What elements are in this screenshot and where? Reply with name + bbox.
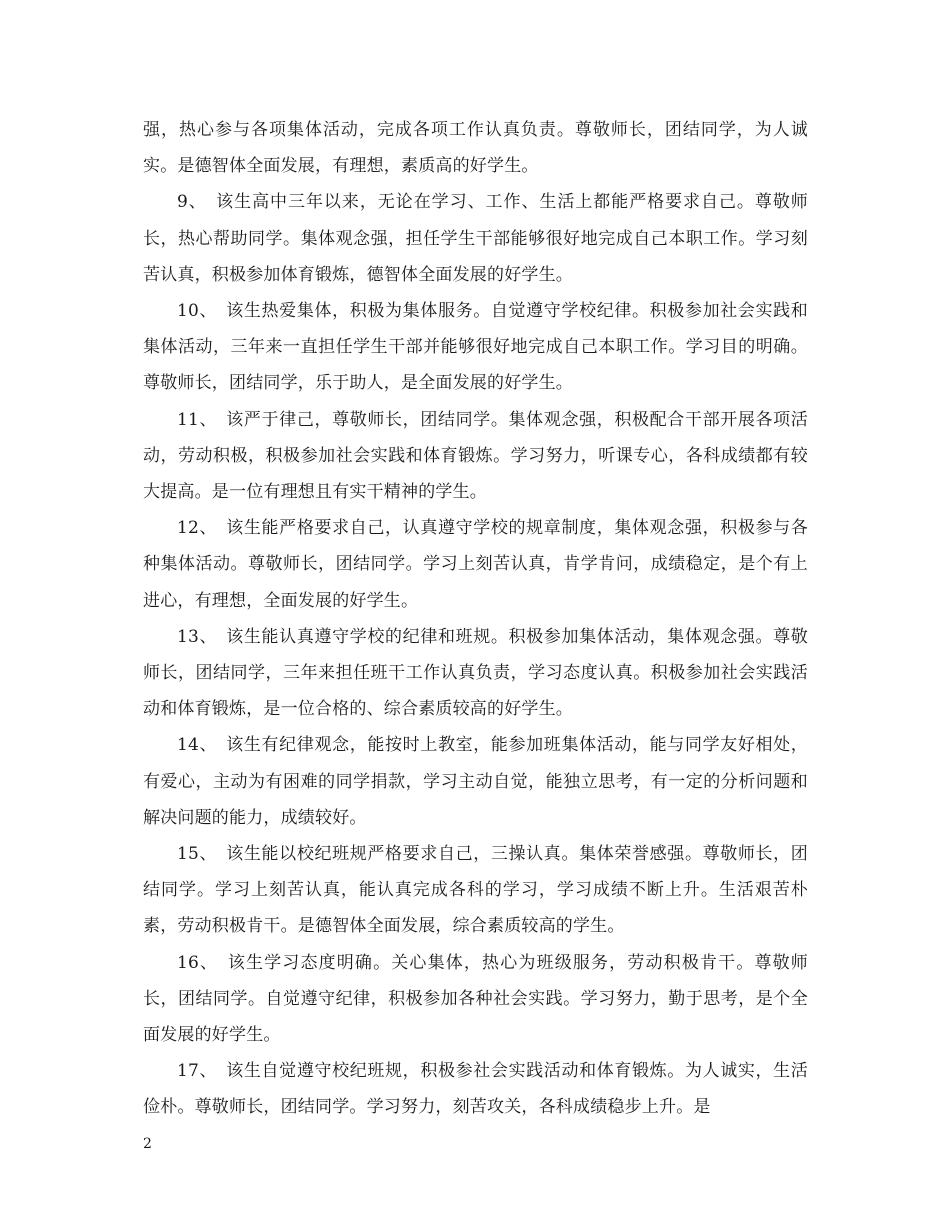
paragraph-item-15: 15、 该生能以校纪班规严格要求自己，三操认真。集体荣誉感强。尊敬师长，团结同学。学习上刻苦认真，能认真完成各科的学习，学习成绩不断上升。生活艰苦朴素，劳动积极肯干。是德智体全面发展，综合素质较高的学生。 [143,844,808,937]
paragraph-item-11: 11、 该严于律己，尊敬师长，团结同学。集体观念强，积极配合干部开展各项活动，劳动积极，积极参加社会实践和体育锻炼。学习努力，听课专心，各科成绩都有较大提高。是一位有理想且有实干精神的学生。 [143,409,808,503]
paragraph-item-13: 13、 该生能认真遵守学校的纪律和班规。积极参加集体活动，集体观念强。尊敬师长，团结同学，三年来担任班干工作认真负责，学习态度认真。积极参加社会实践活动和体育锻炼，是一位合格的、综合素质较高的好学生。 [143,626,808,720]
paragraph-item-9: 9、 该生高中三年以来，无论在学习、工作、生活上都能严格要求自己。尊敬师长，热心帮助同学。集体观念强，担任学生干部能够很好地完成自己本职工作。学习刻苦认真，积极参加体育锻炼，德智体全面发展的好学生。 [143,192,808,285]
paragraph-continuation: 强，热心参与各项集体活动，完成各项工作认真负责。尊敬师长，团结同学，为人诚实。是德智体全面发展，有理想，素质高的好学生。 [143,120,808,177]
paragraph-item-14: 14、 该生有纪律观念，能按时上教室，能参加班集体活动，能与同学友好相处，有爱心，主动为有困难的同学捐款，学习主动自觉，能独立思考，有一定的分析问题和解决问题的能力，成绩较好。 [143,735,808,828]
paragraph-item-17: 17、 该生自觉遵守校纪班规，积极参社会实践活动和体育锻炼。为人诚实，生活俭朴。尊敬师长，团结同学。学习努力，刻苦攻关，各科成绩稳步上升。是 [143,1061,808,1118]
document-body [143,112,808,1126]
paragraph-item-12: 12、 该生能严格要求自己，认真遵守学校的规章制度，集体观念强，积极参与各种集体活动。尊敬师长，团结同学。学习上刻苦认真，肯学肯问，成绩稳定，是个有上进心，有理想，全面发展的好学生。 [143,518,808,611]
page-number: 2 [143,1136,152,1152]
paragraph-item-10: 10、 该生热爱集体，积极为集体服务。自觉遵守学校纪律。积极参加社会实践和集体活动，三年来一直担任学生干部并能够很好地完成自己本职工作。学习目的明确。尊敬师长，团结同学，乐于助人，是全面发展的好学生。 [143,301,808,394]
paragraph-item-16: 16、 该生学习态度明确。关心集体，热心为班级服务，劳动积极肯干。尊敬师长，团结同学。自觉遵守纪律，积极参加各种社会实践。学习努力，勤于思考，是个全面发展的好学生。 [143,952,808,1046]
